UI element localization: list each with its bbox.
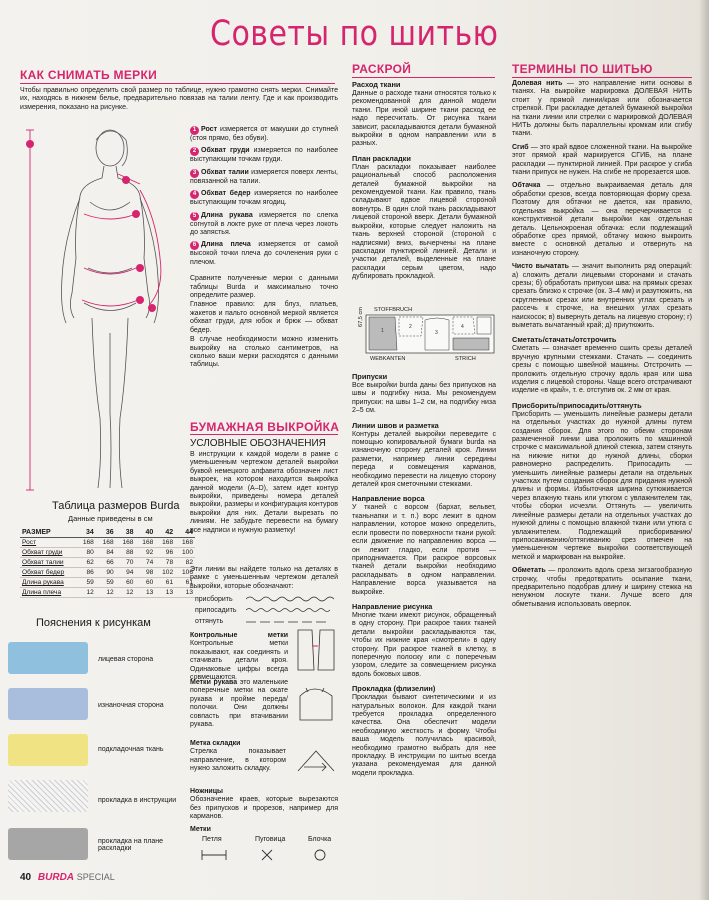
term-text: — проложить вдоль среза зигзагообразную строчку, чтобы предотвратить осыпание ткани, предварительно подобрав длину и ширину стежка на ненужном лоскуте ткани. Лучше всего для обметывания использовать оверлок. — [512, 567, 692, 608]
mark-label-eyelet: Блочка — [308, 836, 332, 843]
svg-text:4: 4 — [461, 324, 464, 330]
mark-label-loop: Петля — [202, 836, 222, 843]
term-facing — [512, 182, 692, 258]
table-cell: 62 — [76, 558, 96, 568]
term-clean — [512, 263, 692, 330]
table-cell: 100 — [175, 548, 195, 558]
svg-text:1: 1 — [381, 328, 384, 334]
fabric-heading: Расход ткани — [352, 80, 401, 89]
row-label: Длина рукава — [20, 578, 76, 588]
term-overcast — [512, 567, 692, 609]
paper-threads: Эти линии вы найдете только на деталях в рамке с уменьшенным чертежом деталей выкройки, которые обозначают: — [190, 566, 338, 590]
measure-name: Обхват бедер — [201, 190, 251, 198]
measure-number: 3 — [190, 169, 199, 178]
page-title: Советы по шитью — [210, 14, 499, 54]
measure-compare: Сравните полученные мерки с данными таблицы Burda и максимально точно определите размер. — [190, 275, 338, 300]
scissors-name: Ножницы — [190, 788, 224, 795]
table-cell: 61 — [155, 578, 175, 588]
measure-name: Длина рукава — [201, 211, 253, 219]
page-spine-shadow — [699, 0, 709, 900]
diagram-fold-label: STOFFBRUCH — [374, 307, 413, 313]
table-cell: 70 — [116, 558, 136, 568]
sleeve-marks-desc: это маленькие поперечные метки на окате рукава и пройме переда/полочки. Они должны совпасть при втачивании рукава. — [190, 679, 288, 729]
row-label: Длина плеча — [20, 588, 76, 598]
table-cell: 84 — [96, 548, 116, 558]
interfacing-text: Прокладки бывают синтетическими и из натуральных волокон. Для каждой ткани требуется прокладка определенного качества. Она обеспечит модели необходимую жесткость и форму. Чтобы ваша модель получилась красивой, необходимо грамотно выбрать для нее прокладку. В инструкции по шитью всегда указана рекомендуемая для данной модели прокладка. — [352, 694, 496, 777]
table-cell: 78 — [155, 558, 175, 568]
table-row — [20, 588, 195, 598]
term-text: — отдельно выкраиваемая деталь для обработки срезов, всегда повторяющая форму среза. Поэтому для обтачки не дается, как правило, отдельная выкройка — она перечерчивается с конструктивной детали выкройки как отдельная деталь. Цельнокроеная обтачка: если подлежащий обработке срез прямой, обтачку можно выкроить вместе с основной деталью и отвернуть на изнаночную сторону. — [512, 182, 692, 257]
measure-item — [190, 190, 338, 207]
measure-rule-text: Главное правило: для блуз, платьев, жакетов и пальто основной меркой является обхват груди, для юбок и брюк — обхват бедер. — [190, 301, 338, 334]
swatch-back — [8, 688, 88, 720]
brand-special: SPECIAL — [76, 872, 115, 882]
swatch-interfacing — [8, 734, 88, 766]
paper-rule — [190, 434, 338, 435]
fold-mark-desc: Стрелка показывает направление, в котором нужно заложить складку. — [190, 748, 286, 773]
table-cell: 13 — [175, 588, 195, 598]
measure-item — [190, 147, 338, 164]
paper-sub: УСЛОВНЫЕ ОБОЗНАЧЕНИЯ — [190, 438, 326, 449]
table-cell: 13 — [155, 588, 175, 598]
table-cell: 60 — [135, 578, 155, 588]
fabric-text: Данные о расходе ткани относятся только к рекомендованной для данной модели ткани. При иной ширине ткани расход ее надо пересчитать. От рисунка ткани зависит, раскладываются детали бумажной выкройки в одном направлении или в разных. — [352, 90, 496, 148]
table-cell: 74 — [135, 558, 155, 568]
measure-rule — [20, 83, 335, 84]
marks-icons — [196, 846, 336, 864]
paper-heading: БУМАЖНАЯ ВЫКРОЙКА — [190, 420, 340, 434]
term-sew-heading: Сметать/стачать/отстрочить — [512, 335, 617, 345]
thread-label: присборить — [195, 596, 233, 603]
marks-title — [190, 826, 338, 834]
size-table-subtitle: Данные приведены в см — [68, 514, 153, 523]
table-cell: 168 — [116, 538, 136, 548]
measure-text: измеряется поверх ленты, повязанной на талии. — [190, 168, 338, 185]
cut-heading: РАСКРОЙ — [352, 62, 412, 76]
table-cell: 98 — [135, 568, 155, 578]
table-cell: 102 — [155, 568, 175, 578]
scissors-text — [190, 788, 338, 822]
size-header-cell: 44 — [175, 528, 195, 538]
swatch-plan — [8, 828, 88, 860]
term-name: Сгиб — [512, 143, 529, 151]
scissors-desc: Обозначение краев, которые вырезаются без припусков и прорезов, например для карманов. — [190, 796, 338, 821]
size-header-cell: 34 — [76, 528, 96, 538]
size-header-cell: 42 — [155, 528, 175, 538]
measure-item — [190, 212, 338, 238]
row-label: Обхват бедер — [20, 568, 76, 578]
term-fold — [512, 144, 692, 178]
term-name: Обтачка — [512, 182, 541, 190]
term-text: — значит выполнить ряд операций: а) сложить детали лицевыми сторонами и стачать срезы; б) обработать припуски шва: на прямых срезах срезать близко к строчке (ок. 3–4 мм) и разутюжить, на скругленных срезах или внутренних углах срезать и рассечь к строчке, на внешних углах срезать наискосок; в) вывернуть деталь на лицевую сторону; г) выметать вычатанный край; д) приутюжить. — [512, 263, 692, 329]
thread-label: оттянуть — [195, 618, 224, 625]
svg-text:2: 2 — [409, 324, 412, 330]
sleeve-marks-name: Метки рукава — [190, 679, 238, 686]
table-cell: 88 — [116, 548, 136, 558]
sleeve-marks-text — [190, 679, 288, 729]
term-name: Долевая нить — [512, 80, 563, 87]
mark-label-button: Пуговица — [255, 836, 286, 843]
table-cell: 168 — [175, 538, 195, 548]
measure-name: Рост — [201, 126, 217, 133]
measure-number: 1 — [190, 126, 199, 135]
measure-text: измеряется по наиболее выступающим точкам ягодиц. — [190, 190, 338, 207]
size-header-cell: 40 — [135, 528, 155, 538]
control-marks-text — [190, 632, 288, 682]
cut-column-bottom — [352, 372, 496, 778]
brand-logo: BURDA — [37, 872, 75, 883]
measure-number: 6 — [190, 241, 199, 250]
diagram-grain-label: STRICH — [455, 356, 476, 362]
swatch-pattern — [8, 780, 88, 812]
table-row — [20, 578, 195, 588]
table-cell: 168 — [155, 538, 175, 548]
pattern-text: Многие ткани имеют рисунок, обращенный в одну сторону. При раскрое таких тканей детали выкройки раскладываются так, чтобы их нижние края «смотрели» в одну сторону. При раскрое тканей в клетку, в поперечную полоску или с поперечным узором, следите за совмещением рисунка вдоль боковых швов. — [352, 611, 496, 678]
table-cell: 92 — [135, 548, 155, 558]
table-cell: 59 — [76, 578, 96, 588]
table-row — [20, 538, 195, 548]
size-table-title: Таблица размеров Burda — [52, 500, 180, 512]
cutting-layout-diagram — [365, 314, 495, 354]
size-header-cell: 38 — [116, 528, 136, 538]
table-cell: 94 — [116, 568, 136, 578]
measure-text: измеряется от самой высокой точки плеча до сочленения руки с плечом. — [190, 241, 338, 266]
size-table — [20, 528, 195, 598]
cut-column-top — [352, 80, 496, 282]
row-label: Рост — [20, 538, 76, 548]
measure-item — [190, 241, 338, 267]
table-cell: 80 — [76, 548, 96, 558]
table-cell: 12 — [116, 588, 136, 598]
measure-intro: Чтобы правильно определить свой размер по таблице, нужно грамотно снять мерки. Снимайте их, находясь в нижнем белье, предварительно повязав на талии ленту. Где и как производить измерения, показано на рисунке. — [20, 87, 338, 111]
table-cell: 168 — [96, 538, 116, 548]
swatch-face — [8, 642, 88, 674]
pile-text: У тканей с ворсом (бархат, вельвет, тканьнапки и т. п.) ворс лежит в одном направлении, которое можно определить, если провести по поверхности ткани рукой: если движение по направлению ворса — он лежит гладко, если против — приподнимается. При раскрое ворсовых тканей детали выкройки необходимо раскладывать в одном направлении. Направление ворса указывается на выкройке. — [352, 504, 496, 596]
fold-mark-name: Метка складки — [190, 740, 241, 747]
table-cell: 82 — [175, 558, 195, 568]
table-cell: 12 — [96, 588, 116, 598]
table-cell: 86 — [76, 568, 96, 578]
allowance-text: Все выкройки burda даны без припусков на швы и подгибку низа. Мы рекомендуем припуски: на швы 1–2 см, на подгибку низа 2–5 см. — [352, 382, 496, 415]
legend-title: Пояснения к рисункам — [36, 617, 151, 629]
term-name: Чисто вычатать — [512, 263, 569, 271]
cut-rule — [352, 77, 495, 78]
table-cell: 96 — [155, 548, 175, 558]
table-cell: 90 — [96, 568, 116, 578]
row-label: Обхват талии — [20, 558, 76, 568]
control-marks-name: Контрольные метки — [190, 632, 288, 639]
plan-text: План раскладки показывает наиболее рациональный способ расположения деталей бумажной выкройки на рекомендуемой ткани. Как правило, ткань складывают вдвое лицевой стороной вовнутрь. В один слой ткань раскладывают лицевой стороной вверх. Детали бумажной выкройки, которые следует наложить на ткань верхней стороной (стороной с надписями) вниз, вычерчены на плане раскладки пунктирной линией. Детали и участки деталей, выделенные на плане раскладки серым цветом, надо дублировать прокладкой. — [352, 163, 496, 281]
pattern-heading: Направление рисунка — [352, 601, 433, 611]
pile-heading: Направление ворса — [352, 494, 425, 504]
table-row — [20, 568, 195, 578]
measure-number: 5 — [190, 212, 199, 221]
thread-labels — [195, 594, 245, 627]
terms-column — [512, 80, 692, 609]
measure-text: измеряется по слегка согнутой в локте руке от плеча через локоть до запястья. — [190, 211, 338, 237]
term-sew-text: Сметать — означает временно сшить срезы деталей вручную крупными стежками. Стачать — соединить срезы с помощью швейной машины. Отстрочить — проложить отдельную строчку вдоль края или шва изделия с лицевой стороны. Чаще всего отстрачивают изделие «в край», т. е. отступив ок. 2 мм от края. — [512, 345, 692, 395]
measure-item — [190, 126, 338, 143]
table-cell: 106 — [175, 568, 195, 578]
marking-text: Контуры деталей выкройки переведите с помощью копировальной бумаги burda на изнаночную сторону деталей кроя. Линии разметки, например линии середины переда и совмещения карманов, необходимо перевести на лицевую сторону деталей кроя сметочными стежками. — [352, 430, 496, 489]
allowance-heading: Припуски — [352, 372, 388, 381]
table-cell: 61 — [175, 578, 195, 588]
marking-heading: Линии швов и разметка — [352, 420, 439, 430]
marks-name: Метки — [190, 826, 211, 833]
fold-arrow-icon — [296, 745, 338, 775]
interfacing-heading: Прокладка (флизелин) — [352, 684, 436, 694]
measure-name: Обхват талии — [201, 168, 249, 176]
measure-heading: КАК СНИМАТЬ МЕРКИ — [20, 68, 158, 82]
page-footer — [20, 872, 115, 883]
table-cell: 59 — [96, 578, 116, 588]
legend-label: прокладка в инструкции — [98, 797, 177, 804]
term-text: — это направление нити основы в тканях. На выкройке маркировка ДОЛЕВАЯ НИТЬ стоит у прямой линии/края или обозначается стрелкой. При раскладке деталей бумажной выкройки на ткани линии или стрелки с маркировкой ДОЛЕВАЯ НИТЬ должны быть параллельны кромкам или сгибу ткани. — [512, 80, 692, 138]
table-row — [20, 548, 195, 558]
term-name: Обметать — [512, 567, 546, 575]
table-cell: 12 — [76, 588, 96, 598]
legend-label: лицевая сторона — [98, 656, 154, 663]
control-mark-icon — [294, 626, 338, 674]
page-number: 40 — [20, 872, 32, 883]
measure-number: 2 — [190, 147, 199, 156]
legend-label: подкладочная ткань — [98, 746, 164, 753]
table-cell: 168 — [76, 538, 96, 548]
legend-label: прокладка на плане раскладки — [98, 838, 164, 852]
table-cell: 60 — [116, 578, 136, 588]
table-cell: 66 — [96, 558, 116, 568]
terms-heading: ТЕРМИНЫ ПО ШИТЬЮ — [512, 62, 653, 76]
diagram-selvedge-label: WEBKANTEN — [370, 356, 406, 362]
term-text: — это край вдвое сложенной ткани. На выкройке этот прямой край маркируется СГИБ, на плане раскладки — пунктирной линией. При раскрое у сгиба ткани припуск не нужен. На сгибе не прорезается шов. — [512, 143, 693, 177]
plan-heading: План раскладки — [352, 153, 411, 163]
control-marks-desc: Контрольные метки показывают, как соединять и стачивать детали кроя. Одинаковые цифры всегда совмещаются. — [190, 640, 288, 682]
table-cell: 168 — [135, 538, 155, 548]
measure-adjust: В случае необходимости можно изменить выкройку на столько сантиметров, на сколько ваши мерки расходятся с данными таблицы. — [190, 336, 338, 369]
measure-number: 4 — [190, 190, 199, 199]
measure-list — [190, 126, 338, 370]
terms-rule — [512, 77, 692, 78]
sleeve-mark-icon — [294, 680, 338, 724]
measure-name: Обхват груди — [201, 147, 250, 155]
table-row — [20, 558, 195, 568]
measure-text: измеряется по наиболее выступающим точкам груди. — [190, 147, 339, 164]
term-grain — [512, 80, 692, 139]
measure-item — [190, 169, 338, 186]
svg-text:3: 3 — [435, 330, 438, 336]
term-gather-text: Присборить — уменьшить линейные размеры детали на отдельных участках до нужной длины путем создания сборок. Для этого по обеим сторонам размеченной линии шва проложить по машинной строчке с максимальной длиной стежка, затем стянуть на нижние нитки до нужной длины, сборки равномерно распределить. Припосадить — уменьшить линейные размеры детали на отдельных участках путем создания сборок для придания нужной длины и формы. Избыточная ширина сутюживается через влажную ткань или утюгом с увлажнителем так, чтобы сборки исчезли. Оттянуть — увеличить линейные размеры детали на отдельных участках до нужной длины с помощью влажной ткани или утюга с увлажнителем. Подлежащий присбориванию/припосаживанию/оттягиванию срез отмечен на уменьшенном чертеже выкройки соответствующей меткой и маркирован на выкройке. — [512, 410, 692, 561]
measure-name: Длина плеча — [201, 241, 251, 249]
diagram-width-label: 67,5 cm — [358, 307, 364, 327]
size-table-header — [20, 528, 195, 538]
size-header-cell: РАЗМЕР — [20, 528, 76, 538]
legend-label: изнаночная сторона — [98, 702, 164, 709]
thread-label: припосадить — [195, 607, 237, 614]
term-gather-heading: Присборить/припосадить/оттянуть — [512, 400, 642, 410]
row-label: Обхват груди — [20, 548, 76, 558]
table-cell: 13 — [135, 588, 155, 598]
body-figure — [22, 118, 187, 498]
paper-intro: В инструкции к каждой модели в рамке с уменьшенным чертежом деталей выкройки буквой немецкого алфавита обозначен лист выкроек, на котором находится выкройка данной модели (A–D), затем идет контур выкройки, приведены номера деталей выкройки, размеры и конфигурация контуров выкройки для них. Детали вырезать по линиям. Не забудьте перевести на бумагу все надписи и нужную разметку! — [190, 451, 338, 534]
thread-lines-icon — [246, 594, 336, 628]
size-header-cell: 36 — [96, 528, 116, 538]
measure-text: измеряется от макушки до ступней (стоя прямо, без обуви). — [190, 126, 338, 142]
